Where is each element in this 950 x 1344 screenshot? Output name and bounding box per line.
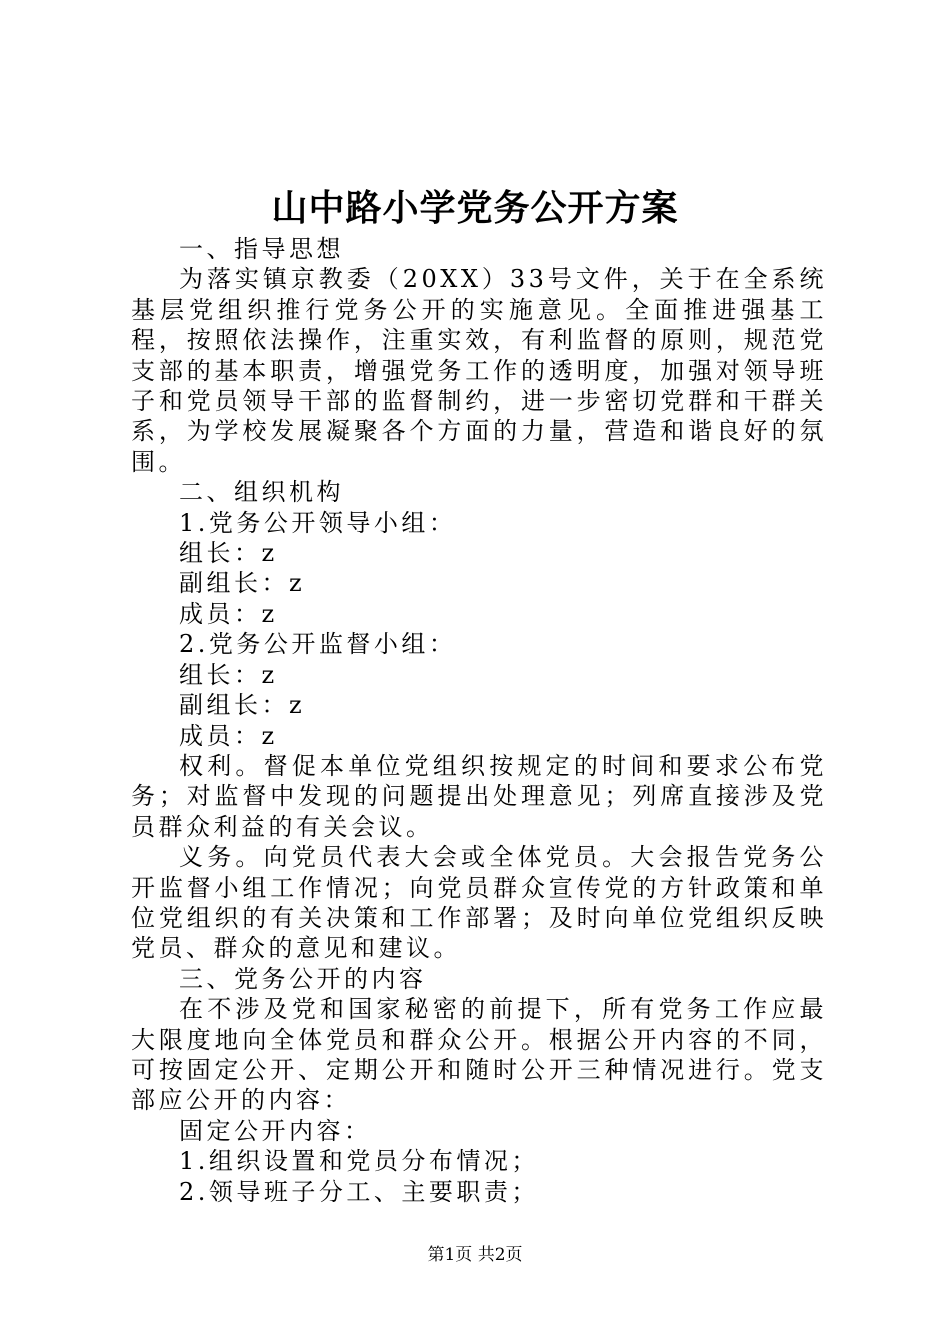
document-title: 山中路小学党务公开方案 <box>271 187 679 229</box>
paragraph: 义务。向党员代表大会或全体党员。大会报告党务公开监督小组工作情况；向党员群众宣传党的方针政策和单位党组织的有关决策和工作部署；及时向单位党组织反映党员、群众的意见和建议。 <box>131 843 827 963</box>
section-heading: 二、组织机构 <box>179 478 344 507</box>
list-item: 固定公开内容： <box>179 1116 372 1145</box>
list-item: 1.组织设置和党员分布情况； <box>179 1147 539 1176</box>
list-item: 1.党务公开领导小组： <box>179 508 457 537</box>
paragraph: 权利。督促本单位党组织按规定的时间和要求公布党务；对监督中发现的问题提出处理意见；列席直接涉及党员群众利益的有关会议。 <box>131 751 827 841</box>
section-heading: 三、党务公开的内容 <box>179 964 427 993</box>
list-item: 成员：z <box>179 599 278 628</box>
list-item: 2.领导班子分工、主要职责； <box>179 1177 539 1206</box>
paragraph: 为落实镇京教委（20XX）33号文件，关于在全系统基层党组织推行党务公开的实施意见。全面推进强基工程，按照依法操作，注重实效，有利监督的原则，规范党支部的基本职责，增强党务工作的透明度，加强对领导班子和党员领导干部的监督制约，进一步密切党群和干群关系，为学校发展凝聚各个方面的力量，营造和谐良好的氛围。 <box>131 265 827 476</box>
list-item: 副组长：z <box>179 569 306 598</box>
list-item: 组长：z <box>179 539 278 568</box>
page-footer: 第1页 共2页 <box>427 1245 523 1265</box>
paragraph: 在不涉及党和国家秘密的前提下，所有党务工作应最大限度地向全体党员和群众公开。根据公开内容的不同，可按固定公开、定期公开和随时公开三种情况进行。党支部应公开的内容： <box>131 995 827 1115</box>
list-item: 2.党务公开监督小组： <box>179 630 457 659</box>
list-item: 成员：z <box>179 721 278 750</box>
list-item: 组长：z <box>179 660 278 689</box>
list-item: 副组长：z <box>179 691 306 720</box>
section-heading: 一、指导思想 <box>179 235 344 263</box>
document-body <box>131 234 827 1207</box>
